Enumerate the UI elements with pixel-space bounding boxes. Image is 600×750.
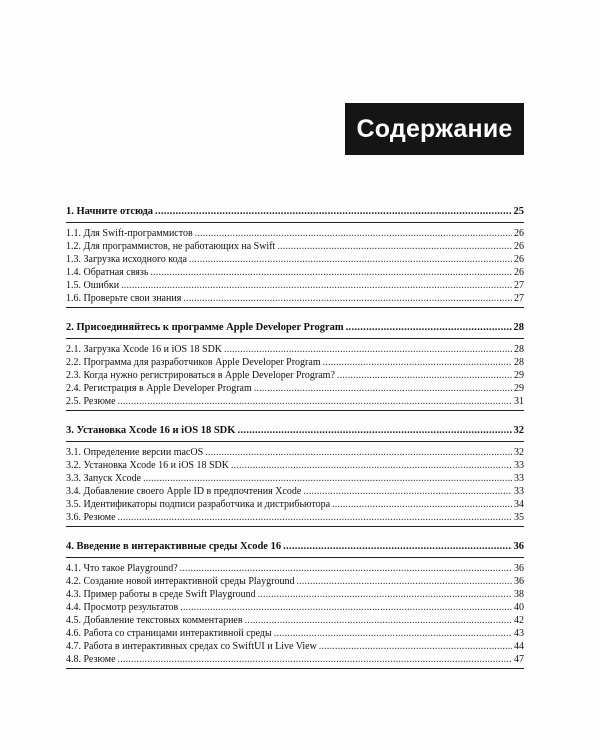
entry-title: 3.6. Резюме bbox=[66, 512, 116, 523]
toc-chapter bbox=[66, 321, 524, 411]
entry-title: 4.2. Создание новой интерактивной среды Playground bbox=[66, 576, 295, 587]
chapter-heading bbox=[66, 321, 524, 335]
dot-leader bbox=[337, 369, 512, 382]
dot-leader bbox=[323, 356, 512, 369]
toc-entry bbox=[66, 253, 524, 266]
toc-entry bbox=[66, 356, 524, 369]
entry-page-number: 42 bbox=[514, 615, 524, 626]
entry-title: 1.3. Загрузка исходного кода bbox=[66, 254, 187, 265]
chapter-title: 3. Установка Xcode 16 и iOS 18 SDK bbox=[66, 425, 236, 436]
chapter-bottom-rule bbox=[66, 410, 524, 411]
dot-leader bbox=[189, 253, 512, 266]
toc-entry bbox=[66, 601, 524, 614]
dot-leader bbox=[237, 424, 511, 438]
toc-entry bbox=[66, 446, 524, 459]
chapter-title: 4. Введение в интерактивные среды Xcode 16 bbox=[66, 541, 282, 552]
entry-page-number: 26 bbox=[514, 228, 524, 239]
chapter-bottom-rule bbox=[66, 526, 524, 527]
dot-leader bbox=[245, 614, 512, 627]
chapter-page-number: 36 bbox=[513, 541, 524, 552]
dot-leader bbox=[195, 227, 512, 240]
toc-entry bbox=[66, 279, 524, 292]
entry-page-number: 28 bbox=[514, 344, 524, 355]
dot-leader bbox=[254, 382, 512, 395]
entry-page-number: 26 bbox=[514, 254, 524, 265]
entry-page-number: 36 bbox=[514, 563, 524, 574]
chapter-heading bbox=[66, 205, 524, 219]
entry-page-number: 27 bbox=[514, 293, 524, 304]
chapter-heading bbox=[66, 540, 524, 554]
table-of-contents bbox=[66, 205, 524, 682]
entry-title: 3.3. Запуск Xcode bbox=[66, 473, 142, 484]
entry-page-number: 38 bbox=[514, 589, 524, 600]
toc-entry bbox=[66, 292, 524, 305]
dot-leader bbox=[283, 540, 511, 554]
entry-page-number: 43 bbox=[514, 628, 524, 639]
entry-title: 3.1. Определение версии macOS bbox=[66, 447, 204, 458]
entry-page-number: 26 bbox=[514, 241, 524, 252]
page-title: Содержание bbox=[345, 103, 524, 155]
entry-title: 2.3. Когда нужно регистрироваться в Apple Developer Program? bbox=[66, 370, 335, 381]
entry-page-number: 33 bbox=[514, 460, 524, 471]
toc-entry bbox=[66, 240, 524, 253]
dot-leader bbox=[319, 640, 512, 653]
entry-title: 4.7. Работа в интерактивных средах со SwiftUI и Live View bbox=[66, 641, 317, 652]
toc-chapter bbox=[66, 424, 524, 527]
toc-entry bbox=[66, 575, 524, 588]
entry-title: 2.1. Загрузка Xcode 16 и iOS 18 SDK bbox=[66, 344, 223, 355]
entry-page-number: 33 bbox=[514, 486, 524, 497]
entry-page-number: 27 bbox=[514, 280, 524, 291]
entry-page-number: 32 bbox=[514, 447, 524, 458]
entry-title: 1.4. Обратная связь bbox=[66, 267, 149, 278]
dot-leader bbox=[277, 240, 512, 253]
chapter-title: 2. Присоединяйтесь к программе Apple Developer Program bbox=[66, 322, 344, 333]
toc-entry bbox=[66, 227, 524, 240]
entry-title: 1.6. Проверьте свои знания bbox=[66, 293, 182, 304]
entry-title: 2.5. Резюме bbox=[66, 396, 116, 407]
dot-leader bbox=[258, 588, 512, 601]
entry-title: 4.3. Пример работы в среде Swift Playground bbox=[66, 589, 256, 600]
chapter-page-number: 28 bbox=[513, 322, 524, 333]
chapter-top-rule bbox=[66, 338, 524, 339]
entry-page-number: 31 bbox=[514, 396, 524, 407]
entry-page-number: 47 bbox=[514, 654, 524, 665]
dot-leader bbox=[332, 498, 512, 511]
toc-entry bbox=[66, 382, 524, 395]
toc-entry bbox=[66, 343, 524, 356]
toc-entry bbox=[66, 472, 524, 485]
toc-entry bbox=[66, 395, 524, 408]
dot-leader bbox=[303, 485, 512, 498]
dot-leader bbox=[118, 653, 512, 666]
dot-leader bbox=[274, 627, 512, 640]
chapter-bottom-rule bbox=[66, 307, 524, 308]
entry-page-number: 36 bbox=[514, 576, 524, 587]
toc-entry bbox=[66, 640, 524, 653]
dot-leader bbox=[180, 601, 512, 614]
dot-leader bbox=[296, 575, 512, 588]
chapter-top-rule bbox=[66, 222, 524, 223]
toc-entry bbox=[66, 562, 524, 575]
chapter-page-number: 25 bbox=[513, 206, 524, 217]
entry-title: 2.2. Программа для разработчиков Apple Developer Program bbox=[66, 357, 321, 368]
chapter-top-rule bbox=[66, 557, 524, 558]
toc-chapter bbox=[66, 540, 524, 669]
entry-title: 2.4. Регистрация в Apple Developer Program bbox=[66, 383, 252, 394]
toc-entry bbox=[66, 511, 524, 524]
chapter-heading bbox=[66, 424, 524, 438]
entry-title: 1.2. Для программистов, не работающих на Swift bbox=[66, 241, 276, 252]
dot-leader bbox=[231, 459, 512, 472]
entry-title: 4.8. Резюме bbox=[66, 654, 116, 665]
entry-page-number: 44 bbox=[514, 641, 524, 652]
entry-page-number: 34 bbox=[514, 499, 524, 510]
toc-entry bbox=[66, 614, 524, 627]
entry-title: 3.4. Добавление своего Apple ID в предпочтения Xcode bbox=[66, 486, 302, 497]
entry-title: 4.6. Работа со страницами интерактивной среды bbox=[66, 628, 272, 639]
dot-leader bbox=[121, 279, 512, 292]
entry-page-number: 35 bbox=[514, 512, 524, 523]
entry-title: 4.1. Что такое Playground? bbox=[66, 563, 178, 574]
entry-page-number: 29 bbox=[514, 383, 524, 394]
entry-title: 1.5. Ошибки bbox=[66, 280, 120, 291]
toc-entry bbox=[66, 459, 524, 472]
toc-entry bbox=[66, 653, 524, 666]
dot-leader bbox=[224, 343, 512, 356]
entry-title: 1.1. Для Swift-программистов bbox=[66, 228, 193, 239]
toc-entry bbox=[66, 498, 524, 511]
toc-chapter bbox=[66, 205, 524, 308]
entry-page-number: 33 bbox=[514, 473, 524, 484]
dot-leader bbox=[118, 511, 512, 524]
dot-leader bbox=[155, 205, 511, 219]
entry-page-number: 28 bbox=[514, 357, 524, 368]
toc-entry bbox=[66, 266, 524, 279]
dot-leader bbox=[118, 395, 512, 408]
entry-title: 3.5. Идентификаторы подписи разработчика и дистрибьютора bbox=[66, 499, 331, 510]
chapter-top-rule bbox=[66, 441, 524, 442]
chapter-bottom-rule bbox=[66, 668, 524, 669]
dot-leader bbox=[183, 292, 512, 305]
entry-page-number: 40 bbox=[514, 602, 524, 613]
dot-leader bbox=[143, 472, 512, 485]
entry-title: 3.2. Установка Xcode 16 и iOS 18 SDK bbox=[66, 460, 229, 471]
dot-leader bbox=[180, 562, 512, 575]
chapter-page-number: 32 bbox=[513, 425, 524, 436]
entry-title: 4.5. Добавление текстовых комментариев bbox=[66, 615, 243, 626]
chapter-title: 1. Начните отсюда bbox=[66, 206, 154, 217]
dot-leader bbox=[346, 321, 512, 335]
toc-entry bbox=[66, 627, 524, 640]
dot-leader bbox=[150, 266, 512, 279]
dot-leader bbox=[205, 446, 512, 459]
toc-entry bbox=[66, 369, 524, 382]
entry-page-number: 29 bbox=[514, 370, 524, 381]
entry-page-number: 26 bbox=[514, 267, 524, 278]
toc-entry bbox=[66, 485, 524, 498]
toc-entry bbox=[66, 588, 524, 601]
entry-title: 4.4. Просмотр результатов bbox=[66, 602, 179, 613]
